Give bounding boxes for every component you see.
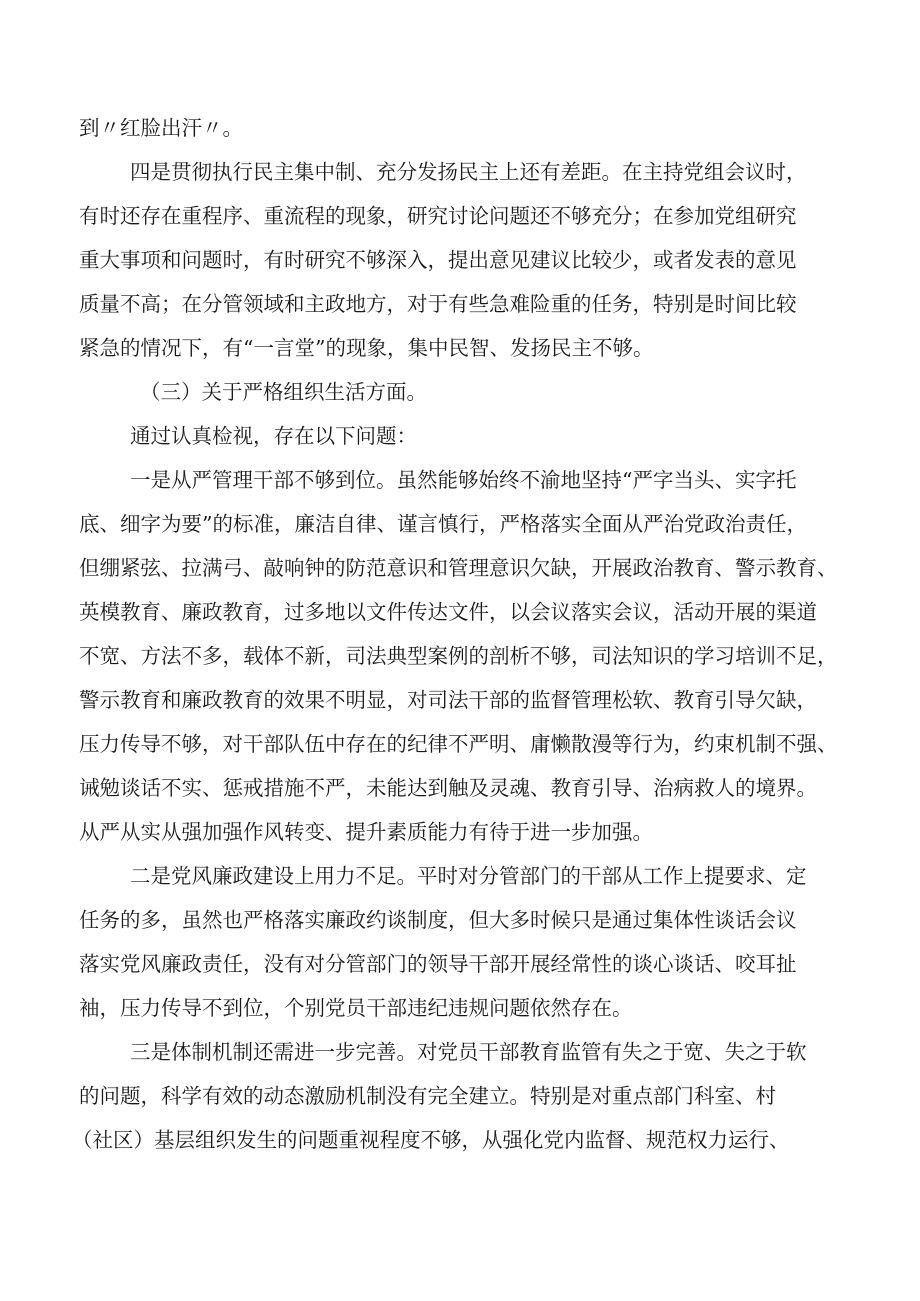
text-line: 袖，压力传导不到位，个别党员干部违纪违规问题依然存在。 <box>79 996 633 1020</box>
text-line: 底、细字为要”的标准，廉洁自律、谨言慎行，严格落实全面从严治党政治责任， <box>79 512 807 536</box>
text-line: 压力传导不够，对干部队伍中存在的纪律不严明、庸懒散漫等行为，约束机制不强、 <box>79 732 838 756</box>
paragraph-first-line: 二是党风廉政建设上用力不足。平时对分管部门的干部从工作上提要求、定 <box>130 864 807 888</box>
text-line: 紧急的情况下，有“一言堂”的现象，集中民智、发扬民主不够。 <box>79 336 654 360</box>
text-line: 从严从实从强加强作风转变、提升素质能力有待于进一步加强。 <box>79 820 653 844</box>
paragraph-first-line: 通过认真检视，存在以下问题： <box>130 424 417 448</box>
text-line: 英模教育、廉政教育，过多地以文件传达文件，以会议落实会议，活动开展的渠道 <box>79 600 817 624</box>
paragraph-first-line: 三是体制机制还需进一步完善。对党员干部教育监管有失之于宽、失之于软 <box>130 1040 807 1064</box>
text-line: 诫勉谈话不实、惩戒措施不严，未能达到触及灵魂、教育引导、治病救人的境界。 <box>79 776 817 800</box>
text-line: 但绷紧弦、拉满弓、敲响钟的防范意识和管理意识欠缺，开展政治教育、警示教育、 <box>79 556 838 580</box>
paragraph-first-line: 四是贯彻执行民主集中制、充分发扬民主上还有差距。在主持党组会议时， <box>130 160 807 184</box>
text-line: 到〃红脸出汗〃。 <box>79 116 243 140</box>
text-line: 的问题，科学有效的动态激励机制没有完全建立。特别是对重点部门科室、村 <box>79 1084 776 1108</box>
text-line: 任务的多，虽然也严格落实廉政约谈制度，但大多时候只是通过集体性谈话会议 <box>79 908 797 932</box>
text-line: 不宽、方法不多，载体不新，司法典型案例的剖析不够，司法知识的学习培训不足， <box>79 644 838 668</box>
text-line: 重大事项和问题时，有时研究不够深入，提出意见建议比较少，或者发表的意见 <box>79 248 797 272</box>
text-line: 警示教育和廉政教育的效果不明显，对司法干部的监督管理松软、教育引导欠缺， <box>79 688 817 712</box>
section-heading: （三）关于严格组织生活方面。 <box>140 380 427 404</box>
paragraph-first-line: 一是从严管理干部不够到位。虽然能够始终不渝地坚持“严字当头、实字托 <box>130 468 797 492</box>
text-line: 有时还存在重程序、重流程的现象，研究讨论问题还不够充分；在参加党组研究 <box>79 204 797 228</box>
text-line: 质量不高；在分管领域和主政地方，对于有些急难险重的任务，特别是时间比较 <box>79 292 797 316</box>
text-line: （社区）基层组织发生的问题重视程度不够，从强化党内监督、规范权力运行、 <box>72 1128 790 1152</box>
text-line: 落实党风廉政责任，没有对分管部门的领导干部开展经常性的谈心谈话、咬耳扯 <box>79 952 797 976</box>
